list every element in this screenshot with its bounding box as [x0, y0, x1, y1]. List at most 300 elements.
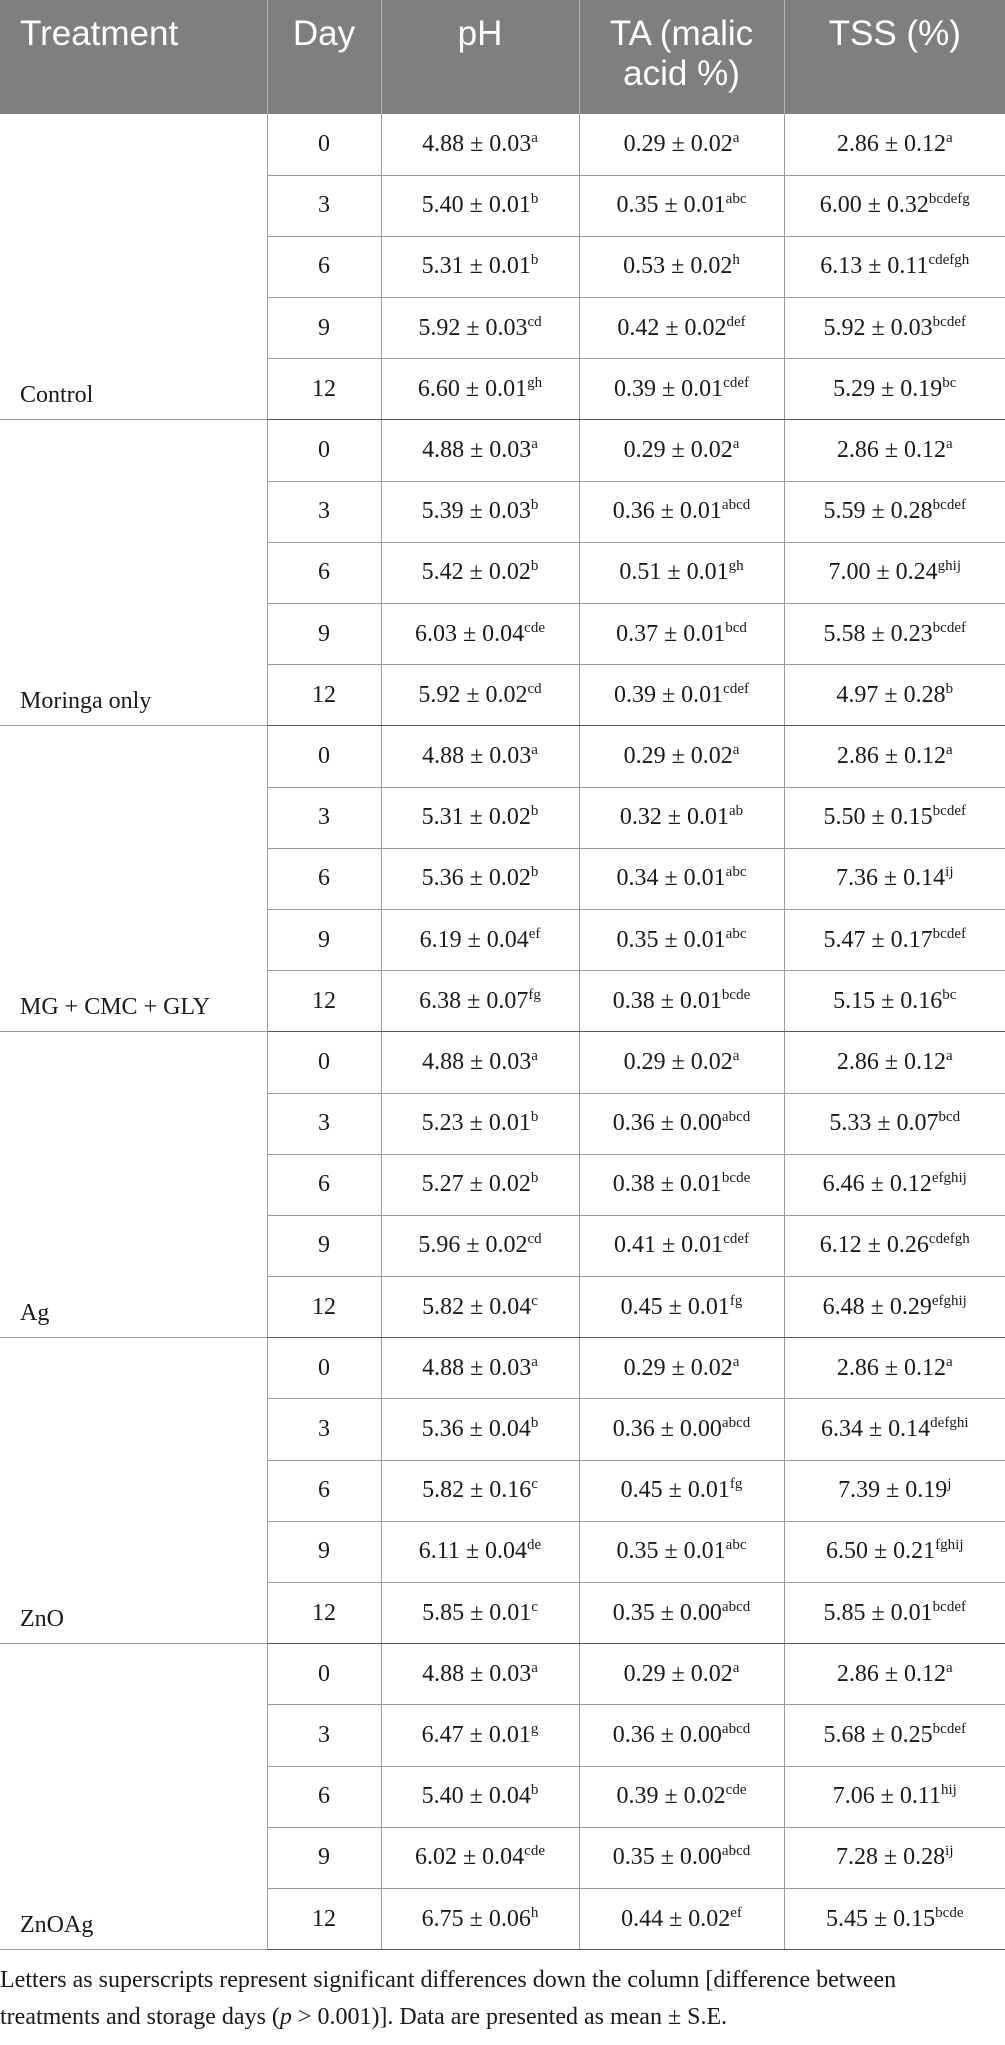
day-cell: 9 — [267, 1215, 381, 1276]
day-cell: 3 — [267, 175, 381, 236]
ta-cell-superscript: abc — [725, 925, 747, 942]
ph-cell-superscript: ef — [528, 925, 541, 942]
ta-cell — [579, 236, 784, 297]
tss-cell-value: 6.13 ± 0.11 — [820, 253, 929, 280]
tss-cell-value: 5.33 ± 0.07 — [829, 1110, 939, 1137]
ta-cell-superscript: abcd — [721, 1598, 751, 1615]
footnote-text-start: Letters as superscripts represent significant differences down the column [difference between treatments and storage days ( — [0, 1967, 897, 2030]
tss-cell-superscript: cdefgh — [928, 1231, 970, 1248]
tss-cell-value: 5.85 ± 0.01 — [823, 1599, 933, 1626]
tss-cell — [784, 1827, 1005, 1888]
ph-cell — [381, 1583, 579, 1644]
ph-cell-value: 4.88 ± 0.03 — [422, 742, 532, 769]
day-cell: 3 — [267, 787, 381, 848]
tss-cell-value: 7.36 ± 0.14 — [835, 865, 946, 892]
ta-cell — [579, 1460, 784, 1521]
ta-cell-value: 0.34 ± 0.01 — [616, 865, 726, 892]
tss-cell-value: 2.86 ± 0.12 — [836, 130, 946, 157]
ta-cell — [579, 1583, 784, 1644]
tss-cell — [784, 420, 1005, 481]
ph-cell-superscript: b — [530, 558, 539, 575]
tss-cell-superscript: bc — [942, 986, 957, 1003]
ph-cell-superscript: a — [531, 1047, 538, 1064]
day-cell: 0 — [267, 420, 381, 481]
ph-cell — [381, 298, 579, 359]
ph-cell-value: 6.75 ± 0.06 — [421, 1905, 531, 1932]
tss-cell-value: 2.86 ± 0.12 — [836, 1660, 946, 1687]
ta-cell-value: 0.45 ± 0.01 — [620, 1477, 730, 1504]
ta-cell — [579, 1215, 784, 1276]
ph-cell — [381, 1766, 579, 1827]
ph-cell-superscript: h — [530, 1904, 539, 1921]
tss-cell-value: 6.48 ± 0.29 — [822, 1293, 932, 1320]
ta-cell — [579, 298, 784, 359]
ph-cell-value: 5.82 ± 0.16 — [422, 1477, 532, 1504]
ph-cell — [381, 1888, 579, 1949]
tss-cell-superscript: a — [946, 129, 953, 146]
table-row — [0, 726, 1005, 787]
tss-cell-superscript: bc — [942, 374, 957, 391]
day-cell: 12 — [267, 1277, 381, 1338]
table-row — [0, 420, 1005, 481]
tss-cell-superscript: ghij — [937, 558, 961, 575]
header-treatment: Treatment — [0, 0, 267, 114]
ta-cell-value: 0.37 ± 0.01 — [616, 620, 726, 647]
tss-cell — [784, 1705, 1005, 1766]
tss-cell — [784, 236, 1005, 297]
tss-cell-superscript: bcdef — [932, 1720, 966, 1737]
day-cell: 6 — [267, 1154, 381, 1215]
ta-cell — [579, 909, 784, 970]
day-cell: 12 — [267, 359, 381, 420]
treatment-cell: Control — [0, 114, 267, 420]
ta-cell-value: 0.29 ± 0.02 — [623, 130, 733, 157]
ph-cell-superscript: a — [531, 1353, 538, 1370]
ta-cell-superscript: ef — [730, 1904, 742, 1921]
ph-cell-superscript: a — [531, 741, 538, 758]
day-cell: 9 — [267, 909, 381, 970]
header-ph: pH — [381, 0, 579, 114]
tss-cell-value: 6.34 ± 0.14 — [821, 1416, 931, 1443]
ph-cell-superscript: a — [531, 1659, 538, 1676]
ph-cell-value: 4.88 ± 0.03 — [422, 1354, 532, 1381]
ta-cell — [579, 848, 784, 909]
tss-cell-superscript: a — [946, 1047, 953, 1064]
ta-cell-superscript: bcde — [721, 1170, 751, 1187]
ph-cell — [381, 665, 579, 726]
tss-cell-superscript: fghij — [935, 1537, 964, 1554]
tss-cell — [784, 1888, 1005, 1949]
ta-cell-superscript: a — [732, 1659, 740, 1676]
ta-cell-superscript: a — [732, 129, 740, 146]
tss-cell — [784, 359, 1005, 420]
day-cell: 6 — [267, 1460, 381, 1521]
ta-cell — [579, 1093, 784, 1154]
day-cell: 9 — [267, 604, 381, 665]
ph-cell-superscript: de — [527, 1537, 542, 1554]
ph-cell-value: 5.40 ± 0.01 — [421, 192, 531, 219]
day-cell: 6 — [267, 236, 381, 297]
ta-cell-superscript: bcde — [721, 986, 751, 1003]
tss-cell-value: 5.58 ± 0.23 — [823, 620, 933, 647]
tss-cell-superscript: bcd — [938, 1109, 961, 1126]
treatment-cell: Ag — [0, 1032, 267, 1338]
ph-cell-value: 4.88 ± 0.03 — [422, 1660, 532, 1687]
tss-cell-superscript: ij — [945, 864, 954, 881]
tss-cell — [784, 1093, 1005, 1154]
ph-cell-value: 5.92 ± 0.02 — [418, 681, 528, 708]
ph-cell-value: 5.31 ± 0.02 — [421, 804, 531, 831]
tss-cell-superscript: bcdefg — [928, 191, 970, 208]
ph-cell-value: 4.88 ± 0.03 — [422, 130, 532, 157]
ta-cell-superscript: fg — [729, 1292, 743, 1309]
tss-cell-value: 5.92 ± 0.03 — [823, 314, 933, 341]
ta-cell-superscript: cde — [725, 1782, 747, 1799]
ta-cell-value: 0.36 ± 0.00 — [612, 1110, 722, 1137]
day-cell: 3 — [267, 481, 381, 542]
ta-cell — [579, 1277, 784, 1338]
ph-cell — [381, 420, 579, 481]
ph-cell-superscript: g — [530, 1720, 539, 1737]
ph-cell — [381, 1644, 579, 1705]
ta-cell — [579, 1644, 784, 1705]
ta-cell-superscript: cdef — [723, 680, 749, 697]
tss-cell — [784, 1399, 1005, 1460]
day-cell: 9 — [267, 1827, 381, 1888]
ta-cell-value: 0.38 ± 0.01 — [612, 1171, 722, 1198]
ta-cell-superscript: ab — [729, 803, 744, 820]
ph-cell — [381, 1705, 579, 1766]
ph-cell — [381, 848, 579, 909]
tss-cell — [784, 848, 1005, 909]
tss-cell-superscript: cdefgh — [928, 252, 970, 269]
ph-cell-superscript: b — [530, 497, 539, 514]
ta-cell-superscript: abcd — [721, 497, 751, 514]
ta-cell-value: 0.29 ± 0.02 — [623, 742, 733, 769]
tss-cell-value: 5.59 ± 0.28 — [823, 498, 933, 525]
ph-cell-value: 5.39 ± 0.03 — [421, 498, 531, 525]
tss-cell — [784, 542, 1005, 603]
footnote-p-symbol: p — [279, 2004, 292, 2030]
tss-cell — [784, 1154, 1005, 1215]
ta-cell-superscript: a — [732, 741, 740, 758]
ta-cell-value: 0.51 ± 0.01 — [619, 559, 729, 586]
ph-cell-superscript: cde — [524, 619, 545, 636]
ph-cell-superscript: cd — [527, 313, 542, 330]
tss-cell-superscript: bcdef — [932, 803, 966, 820]
treatment-cell: ZnOAg — [0, 1644, 267, 1950]
ta-cell-superscript: cdef — [723, 374, 749, 391]
ta-cell — [579, 1032, 784, 1093]
ta-cell-value: 0.29 ± 0.02 — [623, 1354, 733, 1381]
ph-cell-value: 4.88 ± 0.03 — [422, 1048, 532, 1075]
tss-cell-value: 5.47 ± 0.17 — [823, 926, 933, 953]
day-cell: 6 — [267, 542, 381, 603]
tss-cell-superscript: a — [946, 436, 953, 453]
ph-cell-value: 5.96 ± 0.02 — [418, 1232, 528, 1259]
tss-cell-value: 6.46 ± 0.12 — [822, 1171, 932, 1198]
day-cell: 9 — [267, 298, 381, 359]
ph-cell-superscript: a — [531, 436, 538, 453]
tss-cell — [784, 1583, 1005, 1644]
tss-cell-superscript: a — [946, 741, 953, 758]
ph-cell-superscript: b — [530, 191, 539, 208]
ph-cell — [381, 542, 579, 603]
ta-cell — [579, 1154, 784, 1215]
tss-cell-superscript: a — [946, 1659, 953, 1676]
header-row — [0, 0, 1005, 114]
tss-cell-value: 5.15 ± 0.16 — [833, 987, 943, 1014]
treatment-cell: MG + CMC + GLY — [0, 726, 267, 1032]
ta-cell — [579, 1399, 784, 1460]
ta-cell — [579, 175, 784, 236]
tss-cell-value: 2.86 ± 0.12 — [836, 1048, 946, 1075]
ta-cell-value: 0.36 ± 0.00 — [612, 1416, 722, 1443]
tss-cell-superscript: bcdef — [932, 497, 966, 514]
tss-cell-superscript: efghij — [931, 1170, 967, 1187]
ph-cell — [381, 1338, 579, 1399]
ph-cell-value: 6.38 ± 0.07 — [419, 987, 529, 1014]
header-tss: TSS (%) — [784, 0, 1005, 114]
ph-cell-superscript: b — [530, 864, 539, 881]
day-cell: 9 — [267, 1521, 381, 1582]
ph-cell-superscript: cd — [527, 1231, 542, 1248]
tss-cell-superscript: b — [945, 680, 954, 697]
ta-cell — [579, 604, 784, 665]
ta-cell-value: 0.41 ± 0.01 — [614, 1232, 724, 1259]
tss-cell — [784, 298, 1005, 359]
tss-cell — [784, 787, 1005, 848]
table-body — [0, 114, 1005, 1950]
ph-cell — [381, 1521, 579, 1582]
tss-cell-superscript: bcde — [935, 1904, 964, 1921]
ph-cell-value: 6.11 ± 0.04 — [418, 1538, 528, 1565]
tss-cell-superscript: ij — [945, 1843, 954, 1860]
ta-cell-superscript: abc — [725, 864, 747, 881]
ta-cell-superscript: abc — [725, 191, 747, 208]
tss-cell-value: 7.39 ± 0.19 — [838, 1477, 948, 1504]
tss-cell-value: 4.97 ± 0.28 — [836, 681, 946, 708]
ph-cell — [381, 481, 579, 542]
ta-cell — [579, 481, 784, 542]
ta-cell-value: 0.38 ± 0.01 — [612, 987, 722, 1014]
ta-cell — [579, 114, 784, 175]
ph-cell — [381, 359, 579, 420]
day-cell: 12 — [267, 665, 381, 726]
tss-cell-value: 7.06 ± 0.11 — [832, 1783, 941, 1810]
tss-cell-superscript: efghij — [931, 1292, 967, 1309]
ta-cell — [579, 359, 784, 420]
tss-cell-superscript: bcdef — [932, 925, 966, 942]
ph-cell-value: 6.47 ± 0.01 — [421, 1721, 531, 1748]
tss-cell-value: 5.45 ± 0.15 — [826, 1905, 936, 1932]
ta-cell-value: 0.35 ± 0.00 — [612, 1599, 722, 1626]
ta-cell — [579, 1521, 784, 1582]
ph-cell — [381, 1277, 579, 1338]
day-cell: 3 — [267, 1093, 381, 1154]
ta-cell-value: 0.36 ± 0.01 — [612, 498, 722, 525]
ta-cell-value: 0.29 ± 0.02 — [623, 1048, 733, 1075]
ta-cell-superscript: abc — [725, 1537, 747, 1554]
ta-cell — [579, 665, 784, 726]
day-cell: 0 — [267, 114, 381, 175]
ta-cell-value: 0.35 ± 0.00 — [612, 1844, 722, 1871]
ta-cell — [579, 1338, 784, 1399]
day-cell: 6 — [267, 1766, 381, 1827]
ta-cell-value: 0.29 ± 0.02 — [623, 1660, 733, 1687]
tss-cell-value: 5.50 ± 0.15 — [823, 804, 933, 831]
tss-cell — [784, 665, 1005, 726]
table-row — [0, 114, 1005, 175]
ta-cell-value: 0.42 ± 0.02 — [617, 314, 727, 341]
day-cell: 0 — [267, 726, 381, 787]
tss-cell-value: 5.68 ± 0.25 — [823, 1721, 933, 1748]
ph-cell — [381, 726, 579, 787]
ph-cell-value: 6.03 ± 0.04 — [415, 620, 525, 647]
day-cell: 12 — [267, 1583, 381, 1644]
day-cell: 3 — [267, 1705, 381, 1766]
ph-cell — [381, 1460, 579, 1521]
ph-cell-superscript: b — [530, 1415, 539, 1432]
ph-cell — [381, 604, 579, 665]
tss-cell-value: 2.86 ± 0.12 — [836, 1354, 946, 1381]
day-cell: 12 — [267, 1888, 381, 1949]
ph-cell — [381, 236, 579, 297]
ph-cell-value: 6.19 ± 0.04 — [419, 926, 529, 953]
ph-cell-value: 5.42 ± 0.02 — [421, 559, 531, 586]
tss-cell — [784, 909, 1005, 970]
ta-cell-superscript: h — [732, 252, 740, 269]
day-cell: 3 — [267, 1399, 381, 1460]
ph-cell-value: 5.27 ± 0.02 — [421, 1171, 531, 1198]
ta-cell-superscript: abcd — [721, 1109, 751, 1126]
ta-cell — [579, 971, 784, 1032]
ph-cell-superscript: b — [530, 252, 539, 269]
ph-cell-value: 5.85 ± 0.01 — [422, 1599, 532, 1626]
ph-cell-superscript: gh — [527, 374, 543, 391]
ta-cell-superscript: gh — [728, 558, 744, 575]
treatment-cell: Moringa only — [0, 420, 267, 726]
tss-cell-value: 2.86 ± 0.12 — [836, 437, 946, 464]
footnote-text-end: > 0.001)]. Data are presented as mean ± S.E. — [291, 2004, 728, 2030]
ta-cell — [579, 1888, 784, 1949]
tss-cell-superscript: bcdef — [932, 313, 966, 330]
day-cell: 0 — [267, 1644, 381, 1705]
ta-cell-value: 0.45 ± 0.01 — [620, 1293, 730, 1320]
ph-cell-value: 5.40 ± 0.04 — [421, 1783, 531, 1810]
ta-cell — [579, 420, 784, 481]
ph-cell-value: 5.36 ± 0.04 — [421, 1416, 531, 1443]
ta-cell-value: 0.36 ± 0.00 — [612, 1721, 722, 1748]
ph-cell-superscript: cd — [527, 680, 542, 697]
table-footnote — [0, 1962, 1000, 2036]
tss-cell-value: 6.50 ± 0.21 — [825, 1538, 936, 1565]
ta-cell-value: 0.39 ± 0.01 — [614, 375, 724, 402]
day-cell: 0 — [267, 1338, 381, 1399]
ph-cell-superscript: b — [530, 1109, 539, 1126]
ta-cell-superscript: fg — [729, 1476, 743, 1493]
tss-cell — [784, 1215, 1005, 1276]
tss-cell-value: 6.12 ± 0.26 — [819, 1232, 929, 1259]
ta-cell — [579, 1705, 784, 1766]
day-cell: 0 — [267, 1032, 381, 1093]
ta-cell-value: 0.53 ± 0.02 — [623, 253, 733, 280]
ta-cell-superscript: abcd — [721, 1843, 751, 1860]
ta-cell-value: 0.35 ± 0.01 — [616, 1538, 726, 1565]
day-cell: 12 — [267, 971, 381, 1032]
tss-cell-value: 2.86 ± 0.12 — [836, 742, 946, 769]
ph-cell — [381, 971, 579, 1032]
ta-cell-value: 0.35 ± 0.01 — [616, 192, 726, 219]
tss-cell — [784, 1338, 1005, 1399]
ta-cell-superscript: def — [726, 313, 746, 330]
tss-cell — [784, 726, 1005, 787]
table-row — [0, 1644, 1005, 1705]
tss-cell — [784, 1032, 1005, 1093]
tss-cell — [784, 481, 1005, 542]
ta-cell-superscript: abcd — [721, 1720, 751, 1737]
ph-cell — [381, 787, 579, 848]
ph-cell-value: 5.23 ± 0.01 — [421, 1110, 531, 1137]
tss-cell — [784, 1766, 1005, 1827]
table-row — [0, 1032, 1005, 1093]
tss-cell — [784, 1277, 1005, 1338]
table-header — [0, 0, 1005, 114]
ta-cell — [579, 542, 784, 603]
header-day: Day — [267, 0, 381, 114]
ta-cell-value: 0.39 ± 0.02 — [616, 1783, 726, 1810]
tss-cell-value: 5.29 ± 0.19 — [833, 375, 943, 402]
ta-cell — [579, 726, 784, 787]
ph-cell — [381, 1154, 579, 1215]
ph-cell-superscript: b — [530, 803, 539, 820]
tss-cell-value: 7.28 ± 0.28 — [835, 1844, 946, 1871]
ph-cell-value: 5.36 ± 0.02 — [421, 865, 531, 892]
ph-cell-superscript: c — [531, 1598, 538, 1615]
ta-cell-value: 0.39 ± 0.01 — [614, 681, 724, 708]
ph-cell — [381, 114, 579, 175]
ph-cell-value: 6.60 ± 0.01 — [417, 375, 528, 402]
tss-cell-superscript: defghi — [930, 1415, 969, 1432]
tss-cell — [784, 1521, 1005, 1582]
ta-cell — [579, 1766, 784, 1827]
tss-cell-value: 6.00 ± 0.32 — [819, 192, 929, 219]
ta-cell-superscript: a — [732, 436, 740, 453]
ta-cell-superscript: a — [732, 1047, 740, 1064]
ta-cell — [579, 787, 784, 848]
tss-cell-superscript: j — [947, 1476, 952, 1493]
ta-cell — [579, 1827, 784, 1888]
ta-cell-value: 0.35 ± 0.01 — [616, 926, 726, 953]
header-ta: TA (malic acid %) — [579, 0, 784, 114]
ph-cell-superscript: cde — [524, 1843, 545, 1860]
tss-cell — [784, 1644, 1005, 1705]
ph-cell — [381, 1032, 579, 1093]
ph-cell — [381, 175, 579, 236]
ta-cell-value: 0.32 ± 0.01 — [619, 804, 729, 831]
ta-cell-superscript: a — [732, 1353, 740, 1370]
ph-cell-superscript: b — [530, 1782, 539, 1799]
ta-cell-value: 0.44 ± 0.02 — [621, 1905, 731, 1932]
tss-cell-superscript: bcdef — [932, 619, 966, 636]
tss-cell — [784, 604, 1005, 665]
treatment-cell: ZnO — [0, 1338, 267, 1644]
tss-cell — [784, 971, 1005, 1032]
tss-cell — [784, 1460, 1005, 1521]
ph-cell-superscript: fg — [528, 986, 541, 1003]
ph-cell-superscript: a — [531, 129, 538, 146]
ph-cell-value: 4.88 ± 0.03 — [422, 437, 532, 464]
